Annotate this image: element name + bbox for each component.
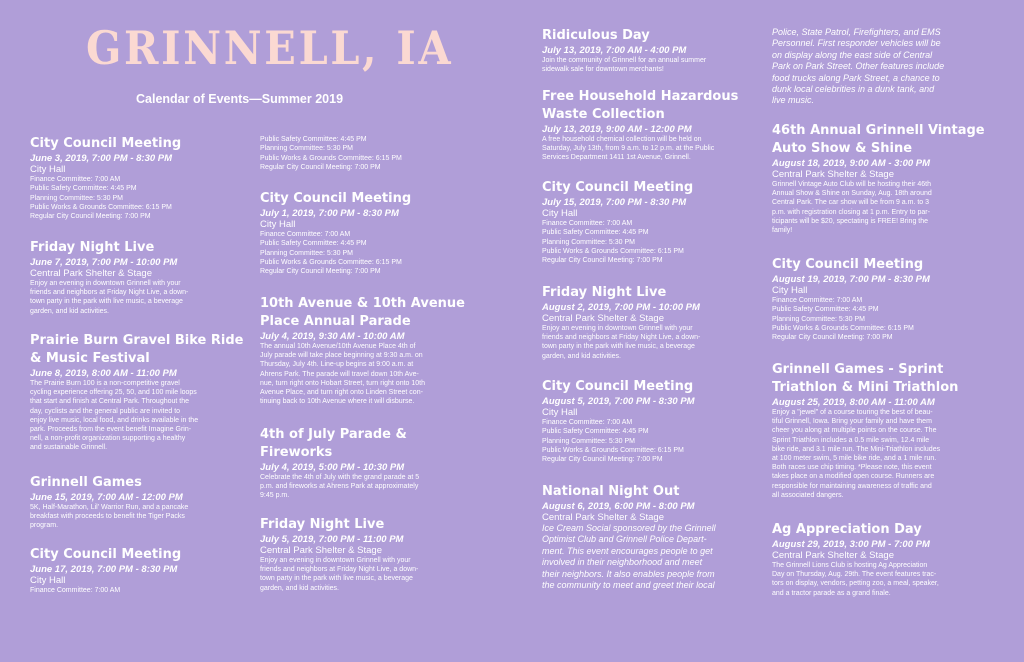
event-grinnell-games-triathlon xyxy=(772,361,1002,500)
event-description: The annual 10th Avenue/10th Avenue Place 4th of July parade will take place beginning at 9:30 a.m. on Thursday, July 4th. Line-up begins at 9:00 a.m. at Ahrens Park. The parade will travel down 10th Ave- nue, turn right onto Hobart Street, turn right onto 10th Avenue Place, and turn right onto Linden Street con- tinuing back to 10th Avenue where it will disburse. xyxy=(260,343,425,406)
event-title: City Council Meeting xyxy=(30,547,182,562)
event-schedule: Finance Committee: 7:00 AM xyxy=(30,587,121,594)
event-date: June 8, 2019, 8:00 AM - 11:00 PM xyxy=(30,368,177,379)
event-national-night-out xyxy=(542,483,767,591)
event-date: July 1, 2019, 7:00 PM - 8:30 PM xyxy=(260,208,399,219)
event-location: Central Park Shelter & Stage xyxy=(260,545,382,556)
event-ag-appreciation-day xyxy=(772,521,1002,598)
event-location: Central Park Shelter & Stage xyxy=(772,169,894,180)
event-description: Enjoy an evening in downtown Grinnell with your friends and neighbors at Friday Night Live, a down- town party in the park with live music, a beverage garden, and kid activities. xyxy=(542,325,701,360)
event-title: City Council Meeting xyxy=(542,180,694,195)
page-subtitle: Calendar of Events—Summer 2019 xyxy=(136,92,344,106)
event-description: Enjoy an evening in downtown Grinnell with your friends and neighbors at Friday Night Live, a down- town party in the park with live music, a beverage garden, and kid activities. xyxy=(30,280,189,315)
event-city-council-aug-19 xyxy=(772,256,997,342)
event-date: July 4, 2019, 5:00 PM - 10:30 PM xyxy=(260,462,405,473)
event-4th-of-july-fireworks xyxy=(260,426,480,501)
event-date: July 13, 2019, 7:00 AM - 4:00 PM xyxy=(542,45,687,56)
event-city-council-june-17 xyxy=(30,546,245,595)
event-location: City Hall xyxy=(30,575,66,586)
event-schedule: Finance Committee: 7:00 AM Public Safety Committee: 4:45 PM Planning Committee: 5:30 PM Public Works & Grounds Committee: 6:15 PM Regular City Council Meeting: 7:00 PM xyxy=(542,419,684,464)
event-date: August 19, 2019, 7:00 PM - 8:30 PM xyxy=(772,274,930,285)
page-title: GRINNELL, IA xyxy=(86,21,454,75)
event-title: 10th Avenue & 10th Avenue Place Annual Parade xyxy=(260,296,465,329)
event-description: Enjoy a "jewel" of a course touring the best of beau- tiful Grinnell, Iowa. Bring your family and have them cheer you along at multiple points on the course. The Sprint Triathlon includes a 0.5 mile swim, 12.4 mile bike ride, and 3.1 mile run. The Mini-Triathlon includes at 100 meter swim, 5 mile bike ride, and a 1 mile run. Both races use chip timing. *Please note, this event takes place on a modified open course. Runners are responsible for maintaining awareness of traffic and all associated dangers. xyxy=(772,409,941,499)
event-location: Central Park Shelter & Stage xyxy=(542,512,664,523)
event-title: Prairie Burn Gravel Bike Ride & Music Festival xyxy=(30,333,244,366)
event-date: July 13, 2019, 9:00 AM - 12:00 PM xyxy=(542,124,692,135)
event-date: June 17, 2019, 7:00 PM - 8:30 PM xyxy=(30,564,178,575)
event-title: Ag Appreciation Day xyxy=(772,522,922,537)
event-friday-night-live-june-7 xyxy=(30,239,245,316)
event-date: July 4, 2019, 9:30 AM - 10:00 AM xyxy=(260,331,405,342)
event-date: August 18, 2019, 9:00 AM - 3:00 PM xyxy=(772,158,931,169)
event-location: City Hall xyxy=(772,285,808,296)
event-date: August 29, 2019, 3:00 PM - 7:00 PM xyxy=(772,539,930,550)
event-title: City Council Meeting xyxy=(772,257,924,272)
event-description: Enjoy an evening in downtown Grinnell with your friends and neighbors at Friday Night Live, a down- town party in the park with live music, a beverage garden, and kid activities. xyxy=(260,557,419,592)
event-title: 4th of July Parade & Fireworks xyxy=(260,427,407,460)
event-city-council-aug-5 xyxy=(542,378,762,464)
event-10th-avenue-parade xyxy=(260,295,485,406)
event-title: Grinnell Games xyxy=(30,475,142,490)
event-description: Celebrate the 4th of July with the grand parade at 5 p.m. and fireworks at Ahrens Park at approximately 9:45 p.m. xyxy=(260,474,420,500)
event-friday-night-live-july-5 xyxy=(260,516,480,593)
event-location: Central Park Shelter & Stage xyxy=(542,313,664,324)
event-title: Friday Night Live xyxy=(542,285,667,300)
event-description: The Prairie Burn 100 is a non-competitive gravel cycling experience offering 25, 50, and 100 mile loops that start and finish at Central Park. Throughout the day, cyclists and the general public are invited to enjoy live music, local food, and drinks available in the park. Proceeds from the event benefit Imagine Grin- nell, a non-profit organization supporting a healthy and sustainable Grinnell. xyxy=(30,380,199,452)
event-title: City Council Meeting xyxy=(260,191,412,206)
event-grinnell-games xyxy=(30,474,245,531)
event-title: National Night Out xyxy=(542,484,680,499)
event-date: August 6, 2019, 6:00 PM - 8:00 PM xyxy=(542,501,695,512)
event-title: City Council Meeting xyxy=(30,136,182,151)
event-schedule: Finance Committee: 7:00 AM Public Safety Committee: 4:45 PM Planning Committee: 5:30 PM Public Works & Grounds Committee: 6:15 PM Regular City Council Meeting: 7:00 PM xyxy=(772,297,914,342)
event-hazardous-waste xyxy=(542,88,764,163)
event-city-council-july-1 xyxy=(260,190,480,276)
event-schedule: Finance Committee: 7:00 AM Public Safety Committee: 4:45 PM Planning Committee: 5:30 PM Public Works & Grounds Committee: 6:15 PM Regular City Council Meeting: 7:00 PM xyxy=(542,220,684,265)
event-description: A free household chemical collection will be held on Saturday, July 13th, from 9 a.m. to 12 p.m. at the Public Services Department 1411 1st Avenue, Grinnell. xyxy=(542,136,715,162)
event-title: Friday Night Live xyxy=(260,517,385,532)
event-location: Central Park Shelter & Stage xyxy=(772,550,894,561)
event-description: Grinnell Vintage Auto Club will be hosting their 46th Annual Show & Shine on Sunday, Aug. 18th around Central Park. The car show will be from 9 a.m. to 3 p.m. with registration closing at 1 p.m. Entry to par- ticipants will be $20, spectating is FREE! Bring the family! xyxy=(772,181,932,235)
event-date: June 15, 2019, 7:00 AM - 12:00 PM xyxy=(30,492,183,503)
event-date: July 5, 2019, 7:00 PM - 11:00 PM xyxy=(260,534,404,545)
event-description: Join the community of Grinnell for an annual summer sidewalk sale for downtown merchants! xyxy=(542,57,707,74)
event-city-council-june-3 xyxy=(30,135,245,221)
event-vintage-auto-show xyxy=(772,122,1002,235)
event-title: Grinnell Games - Sprint Triathlon & Mini Triathlon xyxy=(772,362,959,395)
event-date: June 7, 2019, 7:00 PM - 10:00 PM xyxy=(30,257,178,268)
event-date: June 3, 2019, 7:00 PM - 8:30 PM xyxy=(30,153,173,164)
event-national-night-out-continued: Police, State Patrol, Firefighters, and EMS Personnel. First responder vehicles will be on display along the east side of Central Park on Park Street. Other features include food trucks along Park Street, a chance to dunk local celebrities in a dunk tank, and live music. xyxy=(772,27,945,106)
event-location: City Hall xyxy=(542,407,578,418)
event-location: City Hall xyxy=(260,219,296,230)
event-location: City Hall xyxy=(542,208,578,219)
event-location: City Hall xyxy=(30,164,66,175)
event-date: August 25, 2019, 8:00 AM - 11:00 AM xyxy=(772,397,935,408)
event-schedule: Finance Committee: 7:00 AM Public Safety Committee: 4:45 PM Planning Committee: 5:30 PM Public Works & Grounds Committee: 6:15 PM Regular City Council Meeting: 7:00 PM xyxy=(260,231,402,276)
event-description: The Grinnell Lions Club is hosting Ag Appreciation Day on Thursday, Aug. 29th. The event features trac- tors on display, vendors, petting zoo, a meal, speaker, and a tractor parade as a grand finale. xyxy=(772,562,939,597)
event-location: Central Park Shelter & Stage xyxy=(30,268,152,279)
event-prairie-burn xyxy=(30,332,250,453)
event-city-council-july-15 xyxy=(542,179,762,265)
event-description: Ice Cream Social sponsored by the Grinnell Optimist Club and Grinnell Police Depart- ment. This event encourages people to get involved in their neighborhood and meet their neighbors. It also enables people from the community to meet and greet their local xyxy=(542,523,716,591)
event-ridiculous-day xyxy=(542,27,762,74)
event-date: July 15, 2019, 7:00 PM - 8:30 PM xyxy=(542,197,687,208)
event-title: Friday Night Live xyxy=(30,240,155,255)
event-friday-night-live-aug-2 xyxy=(542,284,762,361)
event-date: August 5, 2019, 7:00 PM - 8:30 PM xyxy=(542,396,695,407)
event-title: Free Household Hazardous Waste Collection xyxy=(542,89,739,122)
event-title: City Council Meeting xyxy=(542,379,694,394)
event-title: 46th Annual Grinnell Vintage Auto Show & Shine xyxy=(772,123,985,156)
event-description: 5K, Half-Marathon, Lil' Warrior Run, and a pancake breakfast with proceeds to benefit the Tiger Packs program. xyxy=(30,504,189,530)
event-schedule: Finance Committee: 7:00 AM Public Safety Committee: 4:45 PM Planning Committee: 5:30 PM Public Works & Grounds Committee: 6:15 PM Regular City Council Meeting: 7:00 PM xyxy=(30,176,172,221)
event-city-council-june-17-continued: Public Safety Committee: 4:45 PM Planning Committee: 5:30 PM Public Works & Grounds Committee: 6:15 PM Regular City Council Meeting: 7:00 PM xyxy=(260,136,402,171)
event-title: Ridiculous Day xyxy=(542,28,650,43)
event-date: August 2, 2019, 7:00 PM - 10:00 PM xyxy=(542,302,700,313)
